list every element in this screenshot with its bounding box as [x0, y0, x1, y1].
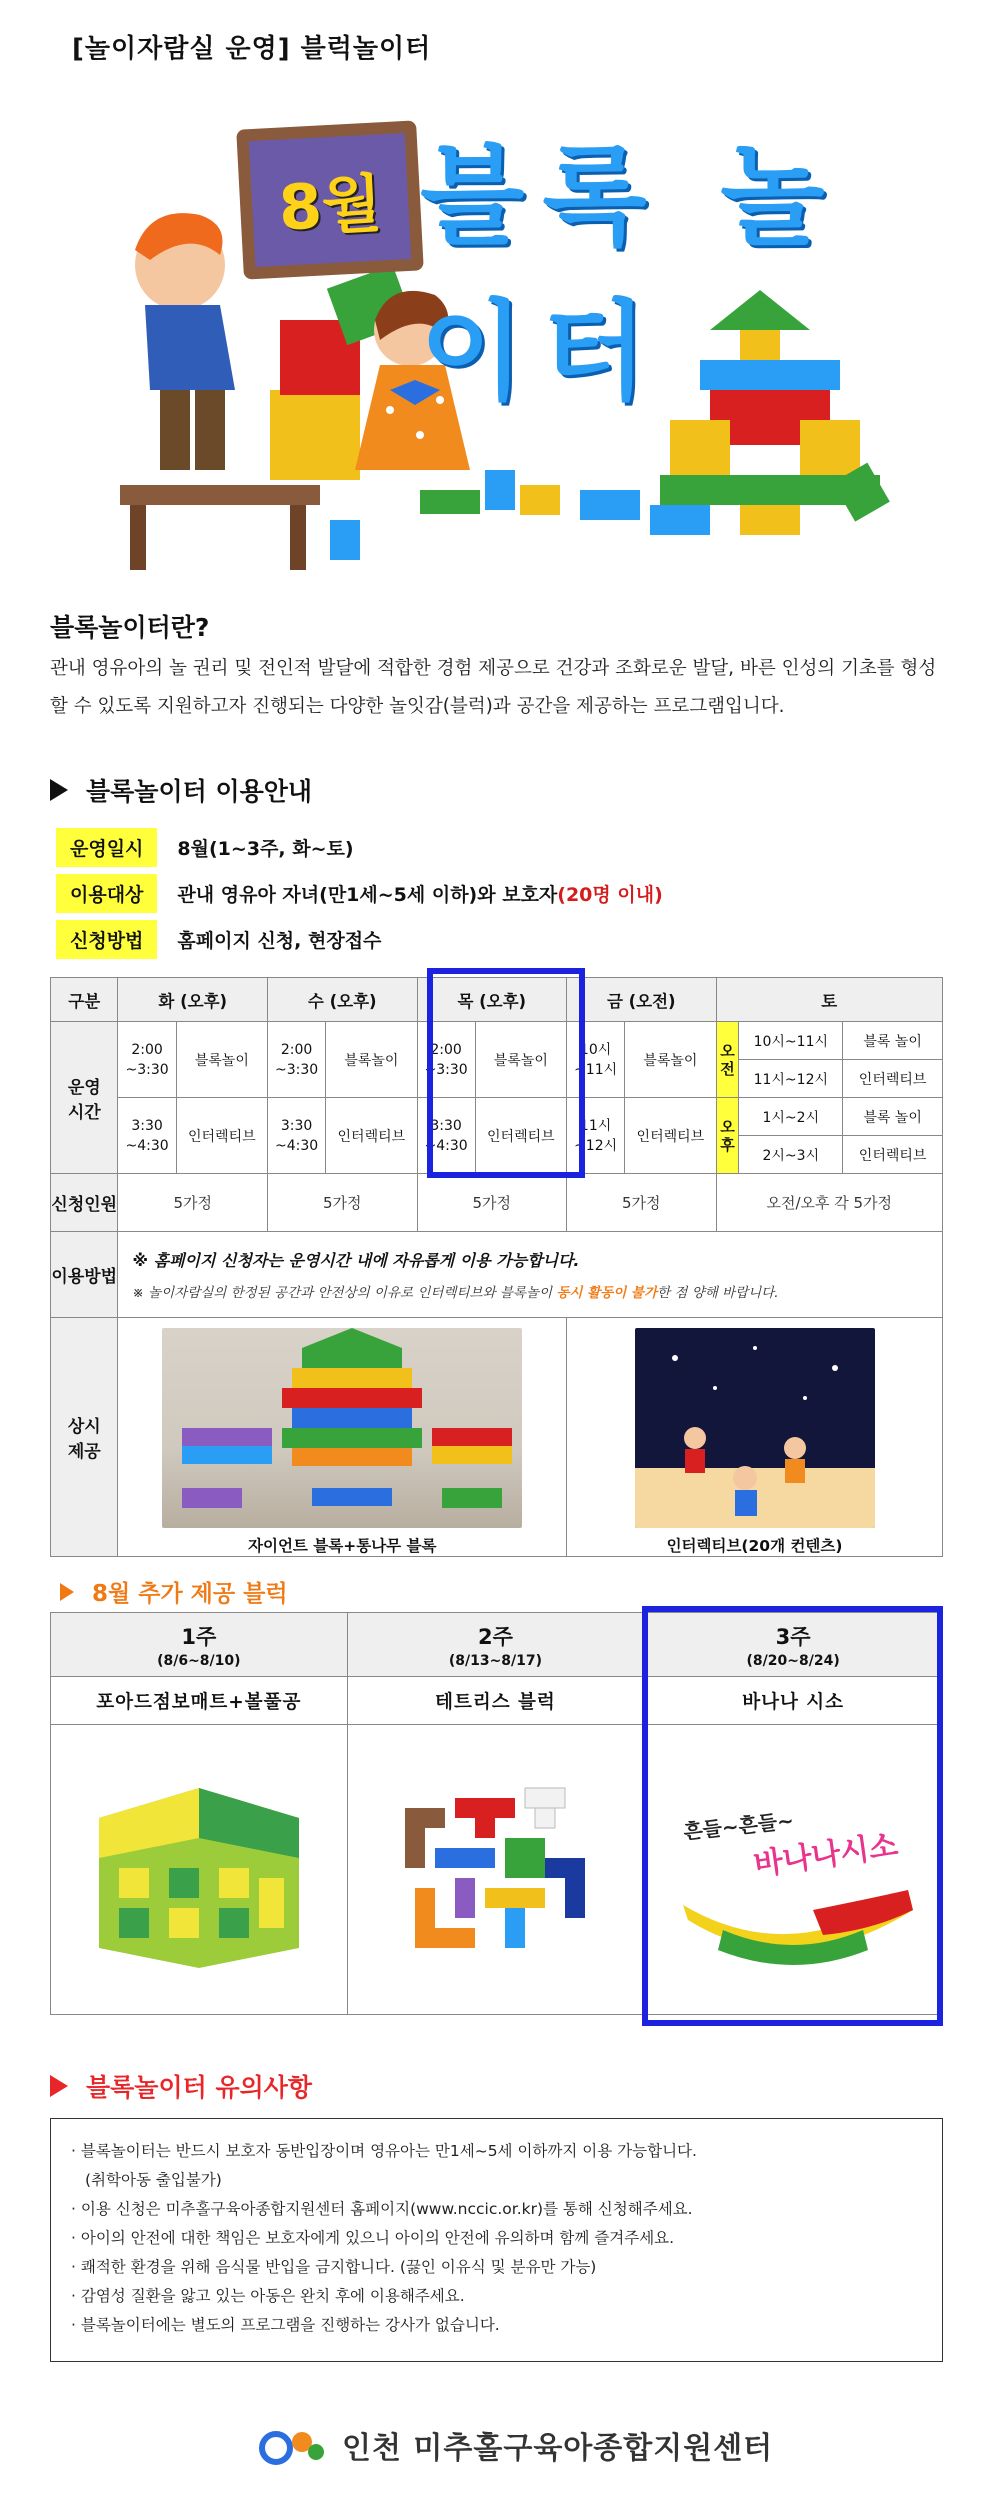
extra-section-label: 8월 추가 제공 블럭 [92, 1581, 288, 1607]
time-cell: 2시~3시 [739, 1136, 843, 1174]
time-cell: 10시 ~11시 [567, 1022, 625, 1098]
week-number: 1주 [181, 1624, 217, 1649]
info-label: 신청방법 [56, 920, 157, 959]
thursday-highlight-box [427, 968, 585, 1178]
info-value: 8월(1~3주, 화~토) [177, 838, 354, 860]
row-label-count: 신청인원 [51, 1174, 118, 1232]
org-logo-icon [258, 2420, 328, 2470]
intro-title: 블록놀이터란? [50, 613, 210, 642]
hero-illustration [90, 90, 930, 610]
count-cell: 5가정 [268, 1174, 418, 1232]
info-value: 홈페이지 신청, 현장접수 [177, 930, 382, 952]
list-item: · 블록놀이터는 반드시 보호자 동반입장이며 영유아는 만1세~5세 이하까지 이용 가능합니다. (취학아동 출입불가) [71, 2137, 922, 2195]
how-line-2-end: 한 점 양해 바랍니다. [657, 1285, 779, 1301]
time-cell: 2:00 ~3:30 [417, 1022, 475, 1098]
triangle-bullet-icon [50, 2075, 68, 2097]
list-item: · 아이의 안전에 대한 책임은 보호자에게 있으니 아이의 안전에 유의하며 함께 즐겨주세요. [71, 2224, 922, 2253]
time-cell: 3:30 ~4:30 [417, 1098, 475, 1174]
count-cell: 5가정 [417, 1174, 567, 1232]
block-image-cell [51, 1725, 348, 2015]
month-label: 8월 [249, 133, 411, 267]
seesaw-text-1: 흔들~흔들~ [682, 1807, 796, 1844]
notes-list [71, 2137, 922, 2340]
info-value [177, 880, 662, 907]
giant-block-photo [162, 1328, 522, 1528]
time-cell: 3:30 ~4:30 [268, 1098, 326, 1174]
count-cell: 오전/오후 각 5가정 [716, 1174, 942, 1232]
week-dates: (8/13~8/17) [448, 1652, 543, 1669]
count-cell: 5가정 [567, 1174, 717, 1232]
intro-text: 관내 영유아의 놀 권리 및 전인적 발달에 적합한 경험 제공으로 건강과 조화로운 발달, 바른 인성의 기초를 형성할 수 있도록 지원하고자 진행되는 다양한 놀잇감(블럭)과 공간을 제공하는 프로그램입니다. [50, 658, 937, 717]
time-cell: 1시~2시 [739, 1098, 843, 1136]
how-line-2-highlight: 동시 활동이 불가 [556, 1285, 658, 1301]
activity-cell: 인터렉티브 [843, 1136, 943, 1174]
pm-label: 오 후 [716, 1098, 739, 1174]
activity-cell: 블록놀이 [475, 1022, 566, 1098]
guide-section-label: 블록놀이터 이용안내 [86, 777, 313, 806]
list-item: · 감염성 질환을 앓고 있는 아동은 완치 후에 이용해주세요. [71, 2282, 922, 2311]
list-item: · 쾌적한 환경을 위해 음식물 반입을 금지합니다. (끓인 이유식 및 분유만 가능) [71, 2253, 922, 2282]
list-item: · 이용 신청은 미추홀구육아종합지원센터 홈페이지(www.nccic.or.kr)를 통해 신청해주세요. [71, 2195, 922, 2224]
header-cell: 목 (오후) [417, 978, 567, 1022]
header-cell: 구분 [51, 978, 118, 1022]
week-number: 3주 [775, 1624, 811, 1649]
list-item: · 블록놀이터에는 별도의 프로그램을 진행하는 강사가 없습니다. [71, 2311, 922, 2340]
week-dates: (8/6~8/10) [157, 1652, 241, 1669]
seesaw-text-2: 바나나시소 [751, 1827, 901, 1883]
block-name: 포아드점보매트+볼풀공 [51, 1677, 348, 1725]
activity-cell: 블록놀이 [176, 1022, 267, 1098]
triangle-bullet-icon [50, 779, 68, 801]
activity-cell: 블록놀이 [326, 1022, 417, 1098]
info-row-target [56, 874, 663, 913]
activity-cell: 인터렉티브 [843, 1060, 943, 1098]
activity-cell: 인터렉티브 [326, 1098, 417, 1174]
activity-cell: 인터렉티브 [475, 1098, 566, 1174]
page-title: [놀이자람실 운영] 블럭놀이터 [72, 34, 432, 64]
header-cell: 화 (오후) [118, 978, 268, 1022]
month-board [236, 120, 424, 279]
am-label: 오 전 [716, 1022, 739, 1098]
week-dates: (8/20~8/24) [746, 1652, 840, 1669]
activity-cell: 블록 놀이 [843, 1022, 943, 1060]
count-cell: 5가정 [118, 1174, 268, 1232]
week-cell [51, 1613, 348, 1677]
time-cell: 11시 ~12시 [567, 1098, 625, 1174]
header-cell: 수 (오후) [268, 978, 418, 1022]
row-label-how: 이용방법 [51, 1232, 118, 1318]
block-name: 테트리스 블럭 [347, 1677, 644, 1725]
how-cell [118, 1232, 943, 1318]
row-label-time: 운영 시간 [51, 1022, 118, 1174]
how-line-1: ※ 홈페이지 신청자는 운영시간 내에 자유롭게 이용 가능합니다. [132, 1251, 580, 1270]
how-line-2 [132, 1281, 942, 1301]
info-value-highlight: (20명 이내) [557, 884, 663, 906]
info-label: 이용대상 [56, 874, 157, 913]
photo-cell-interactive [567, 1318, 943, 1557]
activity-cell: 인터렉티브 [625, 1098, 716, 1174]
photo-cell-giant-block [118, 1318, 567, 1557]
header-cell: 토 [716, 978, 942, 1022]
time-cell: 10시~11시 [739, 1022, 843, 1060]
time-cell: 11시~12시 [739, 1060, 843, 1098]
info-row-period [56, 828, 354, 867]
how-line-2-text: ※ 놀이자람실의 한정된 공간과 안전상의 이유로 인터렉티브와 블록놀이 [132, 1285, 557, 1301]
time-cell: 2:00 ~3:30 [118, 1022, 176, 1098]
notes-section-label: 블록놀이터 유의사항 [86, 2073, 313, 2102]
extra-section-title [60, 1575, 288, 1608]
time-cell: 3:30 ~4:30 [118, 1098, 176, 1174]
activity-cell: 블록놀이 [625, 1022, 716, 1098]
info-row-apply [56, 920, 381, 959]
giant-block-art [162, 1328, 522, 1528]
row-label-always: 상시 제공 [51, 1318, 118, 1557]
activity-cell: 블록 놀이 [843, 1098, 943, 1136]
notes-section-title [50, 2068, 312, 2104]
block-image-cell [347, 1725, 644, 2015]
activity-cell: 인터렉티브 [176, 1098, 267, 1174]
time-cell: 2:00 ~3:30 [268, 1022, 326, 1098]
week-cell [347, 1613, 644, 1677]
foam-mat-image [79, 1758, 319, 1978]
week3-highlight-box [642, 1606, 943, 2026]
notes-box [50, 2118, 943, 2362]
org-name: 인천 미추홀구육아종합지원센터 [342, 2431, 774, 2466]
info-value-text: 관내 영유아 자녀(만1세~5세 이하)와 보호자 [177, 884, 558, 906]
block-name: 바나나 시소 [644, 1677, 943, 1725]
interactive-photo [635, 1328, 875, 1528]
footer [258, 2420, 773, 2470]
week-number: 2주 [477, 1624, 513, 1649]
interactive-art [635, 1328, 875, 1528]
tetris-block-image [375, 1768, 615, 1968]
triangle-bullet-icon [60, 1583, 74, 1601]
header-cell: 금 (오전) [567, 978, 717, 1022]
photo-caption: 자이언트 블록+통나무 블록 [248, 1537, 437, 1555]
info-label: 운영일시 [56, 828, 157, 867]
photo-caption: 인터렉티브(20개 컨텐츠) [666, 1537, 843, 1555]
guide-section-title [50, 772, 312, 808]
hero-title: 블록 놀이터 [420, 135, 843, 415]
